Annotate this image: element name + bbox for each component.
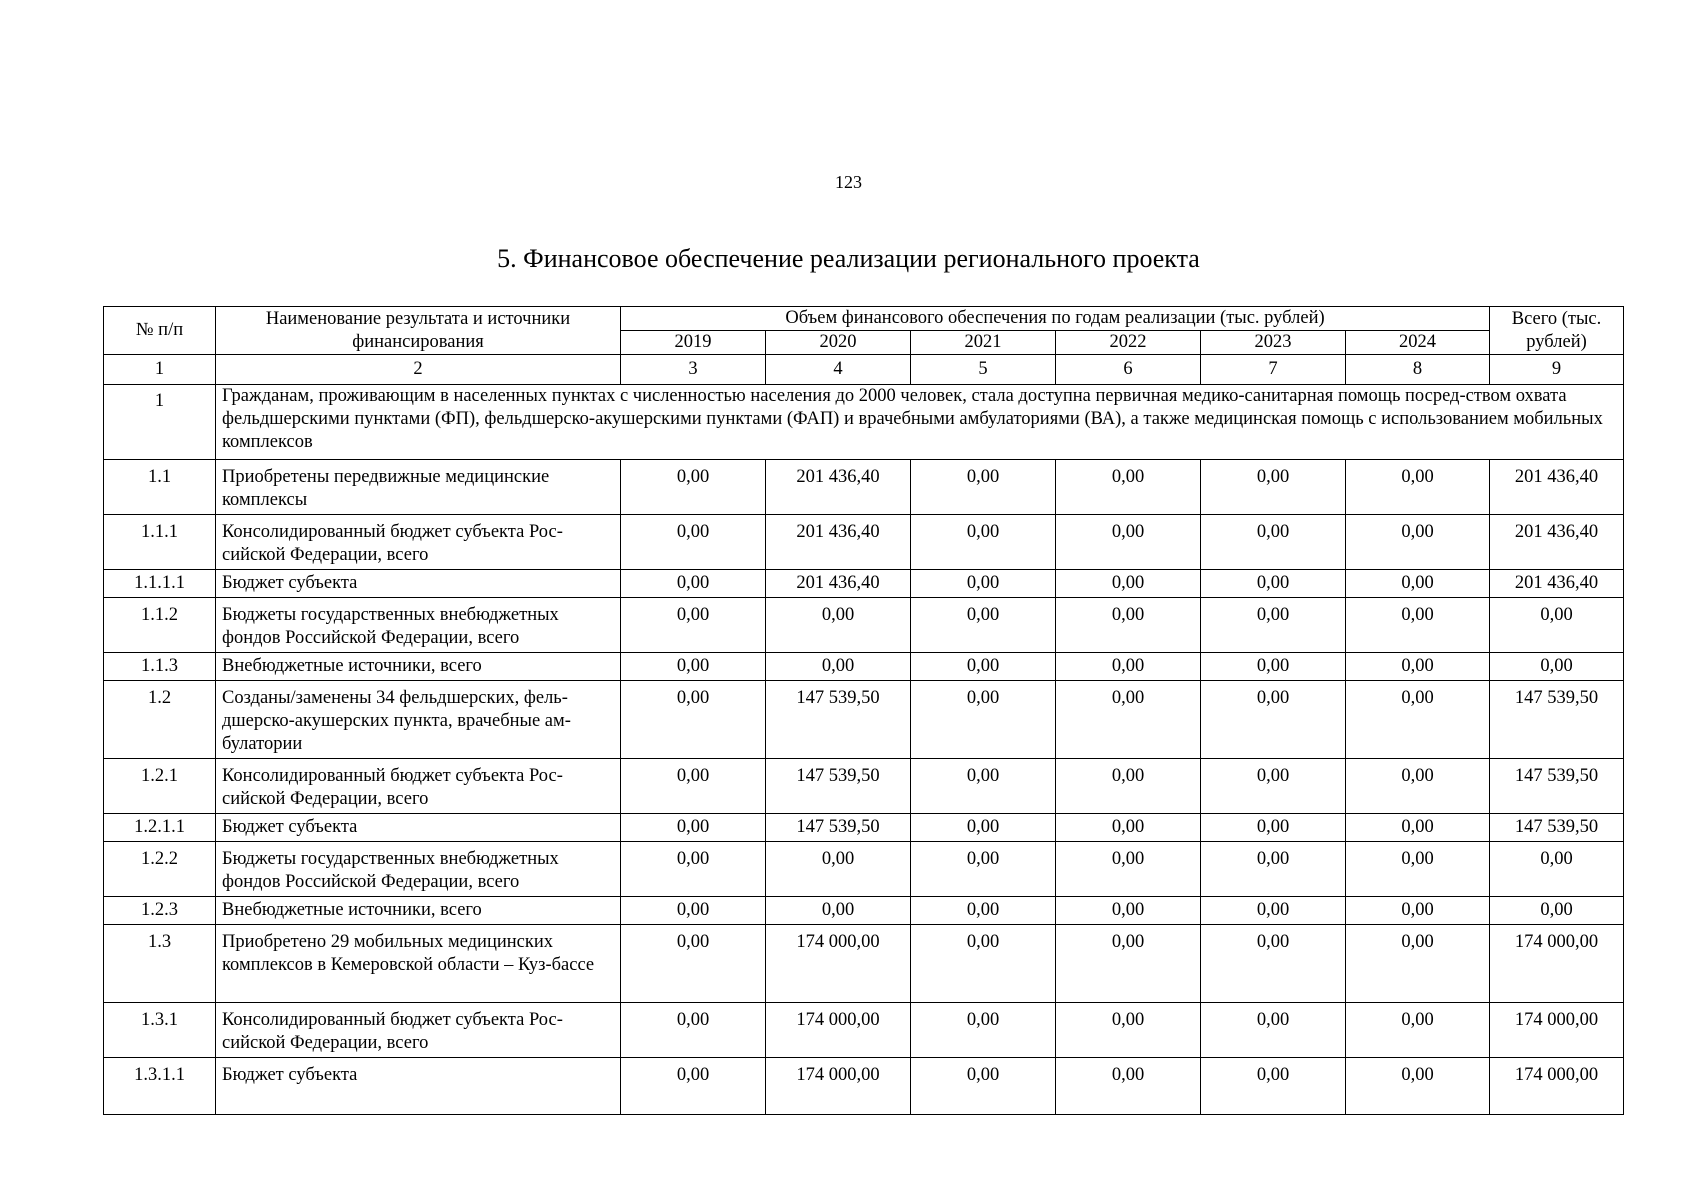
row-value: 0,00: [621, 925, 766, 1003]
row-value: 147 539,50: [766, 681, 911, 759]
row-name: Бюджеты государственных внебюджетных фондов Российской Федерации, всего: [216, 842, 621, 897]
row-value: 0,00: [621, 759, 766, 814]
row-value: 0,00: [1201, 759, 1346, 814]
column-number: 7: [1201, 355, 1346, 385]
column-numbers-row: [104, 355, 1624, 385]
row-total: 174 000,00: [1490, 925, 1624, 1003]
row-name: Созданы/заменены 34 фельдшерских, фель-дшерско-акушерских пункта, врачебные ам-булатории: [216, 681, 621, 759]
row-value: 0,00: [1201, 842, 1346, 897]
row-value: 0,00: [1346, 925, 1490, 1003]
page-number: 123: [835, 172, 862, 192]
row-value: 0,00: [1201, 925, 1346, 1003]
table-row: [104, 570, 1624, 598]
row-value: 0,00: [1201, 653, 1346, 681]
header-name: Наименование результата и источники финансирования: [216, 307, 621, 355]
row-value: 0,00: [911, 598, 1056, 653]
row-num: 1.2: [104, 681, 216, 759]
row-value: 0,00: [1346, 515, 1490, 570]
row-name: Консолидированный бюджет субъекта Рос-сийской Федерации, всего: [216, 515, 621, 570]
column-number: 4: [766, 355, 911, 385]
row-value: 0,00: [766, 653, 911, 681]
table-row: [104, 460, 1624, 515]
row-value: 0,00: [911, 897, 1056, 925]
row-num: 1.2.2: [104, 842, 216, 897]
row-value: 0,00: [1056, 897, 1201, 925]
row-value: 0,00: [911, 681, 1056, 759]
row-total: 0,00: [1490, 897, 1624, 925]
row-num: 1.1: [104, 460, 216, 515]
row-value: 0,00: [1201, 814, 1346, 842]
row-value: 0,00: [911, 460, 1056, 515]
row-total: 0,00: [1490, 842, 1624, 897]
row-value: 0,00: [1056, 1003, 1201, 1058]
column-number: 9: [1490, 355, 1624, 385]
row-value: 0,00: [1201, 897, 1346, 925]
row-value: 0,00: [766, 598, 911, 653]
row-total: 201 436,40: [1490, 460, 1624, 515]
header-year: 2022: [1056, 331, 1201, 355]
row-value: 0,00: [911, 1058, 1056, 1115]
row-value: 0,00: [1056, 1058, 1201, 1115]
row-value: 0,00: [621, 681, 766, 759]
row-value: 0,00: [621, 460, 766, 515]
row-name: Бюджет субъекта: [216, 814, 621, 842]
table-row: [104, 1058, 1624, 1115]
column-number: 8: [1346, 355, 1490, 385]
section-num: 1: [104, 385, 216, 460]
row-value: 0,00: [1346, 1003, 1490, 1058]
table-row: [104, 842, 1624, 897]
row-value: 0,00: [1201, 681, 1346, 759]
table-row: [104, 814, 1624, 842]
row-value: 0,00: [1201, 570, 1346, 598]
row-value: 0,00: [621, 897, 766, 925]
row-value: 0,00: [911, 814, 1056, 842]
row-num: 1.1.3: [104, 653, 216, 681]
row-num: 1.3.1.1: [104, 1058, 216, 1115]
row-value: 0,00: [1201, 1003, 1346, 1058]
table-row: [104, 1003, 1624, 1058]
row-total: 174 000,00: [1490, 1003, 1624, 1058]
row-total: 147 539,50: [1490, 759, 1624, 814]
row-value: 0,00: [1056, 814, 1201, 842]
row-value: 0,00: [1056, 515, 1201, 570]
row-value: 0,00: [1346, 759, 1490, 814]
row-value: 147 539,50: [766, 814, 911, 842]
row-value: 0,00: [1201, 460, 1346, 515]
row-total: 147 539,50: [1490, 681, 1624, 759]
row-num: 1.3: [104, 925, 216, 1003]
row-value: 174 000,00: [766, 1003, 911, 1058]
row-value: 0,00: [1346, 842, 1490, 897]
row-value: 0,00: [1201, 1058, 1346, 1115]
header-year: 2023: [1201, 331, 1346, 355]
row-num: 1.1.2: [104, 598, 216, 653]
row-num: 1.2.3: [104, 897, 216, 925]
row-value: 0,00: [621, 814, 766, 842]
row-value: 201 436,40: [766, 570, 911, 598]
row-value: 0,00: [1346, 598, 1490, 653]
section-row: [104, 385, 1624, 460]
row-value: 174 000,00: [766, 1058, 911, 1115]
row-name: Бюджет субъекта: [216, 570, 621, 598]
row-name: Приобретено 29 мобильных медицинских комплексов в Кемеровской области – Куз-бассе: [216, 925, 621, 1003]
row-value: 0,00: [1056, 925, 1201, 1003]
row-value: 0,00: [911, 925, 1056, 1003]
column-number: 2: [216, 355, 621, 385]
row-value: 0,00: [911, 759, 1056, 814]
row-value: 0,00: [1346, 653, 1490, 681]
row-total: 0,00: [1490, 598, 1624, 653]
column-number: 3: [621, 355, 766, 385]
row-value: 0,00: [911, 653, 1056, 681]
table-row: [104, 653, 1624, 681]
row-name: Консолидированный бюджет субъекта Рос-сийской Федерации, всего: [216, 1003, 621, 1058]
header-year: 2020: [766, 331, 911, 355]
column-number: 6: [1056, 355, 1201, 385]
table-row: [104, 598, 1624, 653]
header-year: 2019: [621, 331, 766, 355]
row-name: Внебюджетные источники, всего: [216, 653, 621, 681]
row-value: 0,00: [1056, 681, 1201, 759]
column-number: 5: [911, 355, 1056, 385]
row-value: 201 436,40: [766, 515, 911, 570]
header-volume: Объем финансового обеспечения по годам реализации (тыс. рублей): [621, 307, 1490, 331]
row-value: 0,00: [1056, 460, 1201, 515]
row-value: 0,00: [1056, 759, 1201, 814]
row-total: 147 539,50: [1490, 814, 1624, 842]
row-value: 0,00: [621, 570, 766, 598]
header-num: № п/п: [104, 307, 216, 355]
row-value: 0,00: [621, 515, 766, 570]
row-total: 201 436,40: [1490, 570, 1624, 598]
row-total: 0,00: [1490, 653, 1624, 681]
row-value: 0,00: [766, 897, 911, 925]
financing-table: [103, 306, 1624, 1115]
row-value: 0,00: [1201, 598, 1346, 653]
row-value: 0,00: [621, 1003, 766, 1058]
row-value: 0,00: [766, 842, 911, 897]
row-value: 0,00: [621, 1058, 766, 1115]
row-name: Бюджеты государственных внебюджетных фондов Российской Федерации, всего: [216, 598, 621, 653]
row-num: 1.1.1: [104, 515, 216, 570]
row-value: 0,00: [1346, 681, 1490, 759]
row-name: Приобретены передвижные медицинские комплексы: [216, 460, 621, 515]
row-value: 0,00: [911, 570, 1056, 598]
row-value: 0,00: [911, 515, 1056, 570]
column-number: 1: [104, 355, 216, 385]
row-name: Консолидированный бюджет субъекта Рос-сийской Федерации, всего: [216, 759, 621, 814]
table-row: [104, 897, 1624, 925]
row-value: 0,00: [1056, 653, 1201, 681]
row-num: 1.3.1: [104, 1003, 216, 1058]
section-title: 5. Финансовое обеспечение реализации регионального проекта: [497, 244, 1200, 273]
table-row: [104, 515, 1624, 570]
row-value: 0,00: [1346, 570, 1490, 598]
row-value: 0,00: [911, 1003, 1056, 1058]
row-value: 0,00: [1056, 598, 1201, 653]
table-row: [104, 925, 1624, 1003]
row-value: 0,00: [1346, 814, 1490, 842]
row-value: 0,00: [621, 598, 766, 653]
header-year: 2021: [911, 331, 1056, 355]
row-value: 0,00: [1056, 570, 1201, 598]
row-name: Внебюджетные источники, всего: [216, 897, 621, 925]
row-value: 0,00: [1346, 897, 1490, 925]
header-year: 2024: [1346, 331, 1490, 355]
row-value: 0,00: [621, 842, 766, 897]
table-row: [104, 681, 1624, 759]
row-value: 0,00: [911, 842, 1056, 897]
row-num: 1.1.1.1: [104, 570, 216, 598]
row-name: Бюджет субъекта: [216, 1058, 621, 1115]
row-value: 0,00: [1346, 460, 1490, 515]
row-num: 1.2.1.1: [104, 814, 216, 842]
row-value: 0,00: [1056, 842, 1201, 897]
row-total: 174 000,00: [1490, 1058, 1624, 1115]
header-total: Всего (тыс. рублей): [1490, 307, 1624, 355]
row-value: 147 539,50: [766, 759, 911, 814]
row-value: 0,00: [1346, 1058, 1490, 1115]
row-num: 1.2.1: [104, 759, 216, 814]
section-text: Гражданам, проживающим в населенных пунктах с численностью населения до 2000 человек, стала доступна первичная медико-санитарная помощь посред-ством охвата фельдшерскими пунктами (ФП), фельдшерско-акушерскими пунктами (ФАП) и врачебными амбулаториями (ВА), а также медицинская помощь с использованием мобильных комплексов: [216, 385, 1624, 460]
row-value: 201 436,40: [766, 460, 911, 515]
row-value: 174 000,00: [766, 925, 911, 1003]
row-value: 0,00: [1201, 515, 1346, 570]
row-value: 0,00: [621, 653, 766, 681]
table-row: [104, 759, 1624, 814]
row-total: 201 436,40: [1490, 515, 1624, 570]
